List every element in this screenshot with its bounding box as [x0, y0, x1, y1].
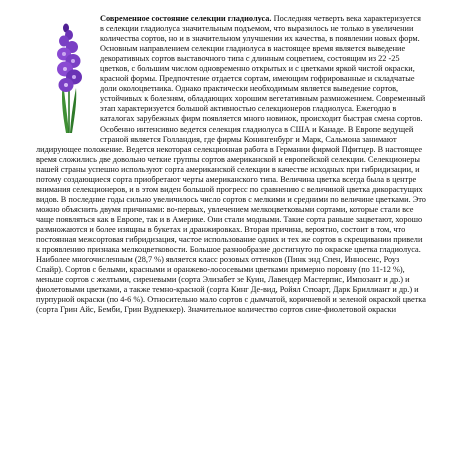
gladiolus-photo	[44, 16, 94, 133]
article-body: Последняя четверть века характеризуется в селекции гладиолуса значительным подъемом, что выразилось не только в увеличении количества сортов, но и в значительном улучшении их качества, в появлении новых форм. Основным направлением селекции гладиолуса в настоящее время является выведение декоративных сортов выставочного типа с длинным соцветием, состоящим из 22 -25 цветков, с большим числом одновременно открытых и с цветками яркой чистой окраски, красной формы. Предпочтение отдается сортам, имеющим гофрированные и складчатые доли околоцветника. Однако практически необходимым является выведение сортов, устойчивых к болезням, обладающих хорошим вегетативным размножением. Современный этап характеризуется большой активностью селекционеров гладиолуса. Ежегодно в каталогах зарубежных фирм появляется много новинок, происходит быстрая смена сортов. Особенно интенсивно ведется селекция гладиолуса в США и Канаде. В Европе ведущей страной является Голландия, где фирмы Конингенбург и Марк, Сальмона занимают лидирующее положение. Ведется некоторая селекционная работа в Германии фирмой Пфитцер. В настоящее время сложились две довольно четкие группы сортов американской и европейской селекции. Селекционеры нашей страны успешно используют сорта американской селекции в качестве исходных при гибридизации, и потому создающиеся сорта приобретают черты американского типа. Величина цветка всегда была в центре внимания селекционеров, и в этом виден большой прогресс по сравнению с величиной цветка дикорастущих видов. В последние годы сильно увеличилось число сортов с мелкими и средними по величине цветками. Это можно объяснить двумя причинами: во-первых, увлечением мелкоцветковыми сортами, которые стали все чаще появляться как в Европе, так и в Америке. Они стали модными. Такие сорта раньше зацветают, хорошо размножаются и более изящны в букетах и дранжировках. Вторая причина, вероятно, состоит в том, что постоянная межсортовая гибридизация, частое использование одних и тех же сортов в скрещивании привели к проявлению признака мелкоцветковости. Большое разнообразие достигнуто по окраске цветка гладиолуса. Наиболее многочисленным (28,7 %) является класс розовых оттенков (Пинк энд Спен, Инносенс, Роуз Спайр). Сортов с белыми, красными и оранжево-лососевыми цветками примерно поровну (по 11-12 %), меньше сортов с желтыми, сиреневыми (сорта Элизабет зе Куин, Лавендер Мастерпис, Импозант и др.) и фиолетовыми цветками, а также темно-красной (сорта Кинг Де-вид, Ройял Стюарт, Дарк Бриллиант и др.) и пурпурной окраски (по 4-6 %). Относительно мало сортов с дымчатой, коричневой и зеленой окраской цветка (сорта Грин Айс, Бемби, Грин Вудпеккер). Значительное количество сортов сине-фиолетовой окраски	[36, 14, 426, 315]
gladiolus-photo-icon	[44, 16, 94, 133]
article-paragraph	[36, 14, 426, 315]
article	[36, 14, 426, 315]
article-title: Современное состояние селекции гладиолуса.	[100, 14, 272, 23]
